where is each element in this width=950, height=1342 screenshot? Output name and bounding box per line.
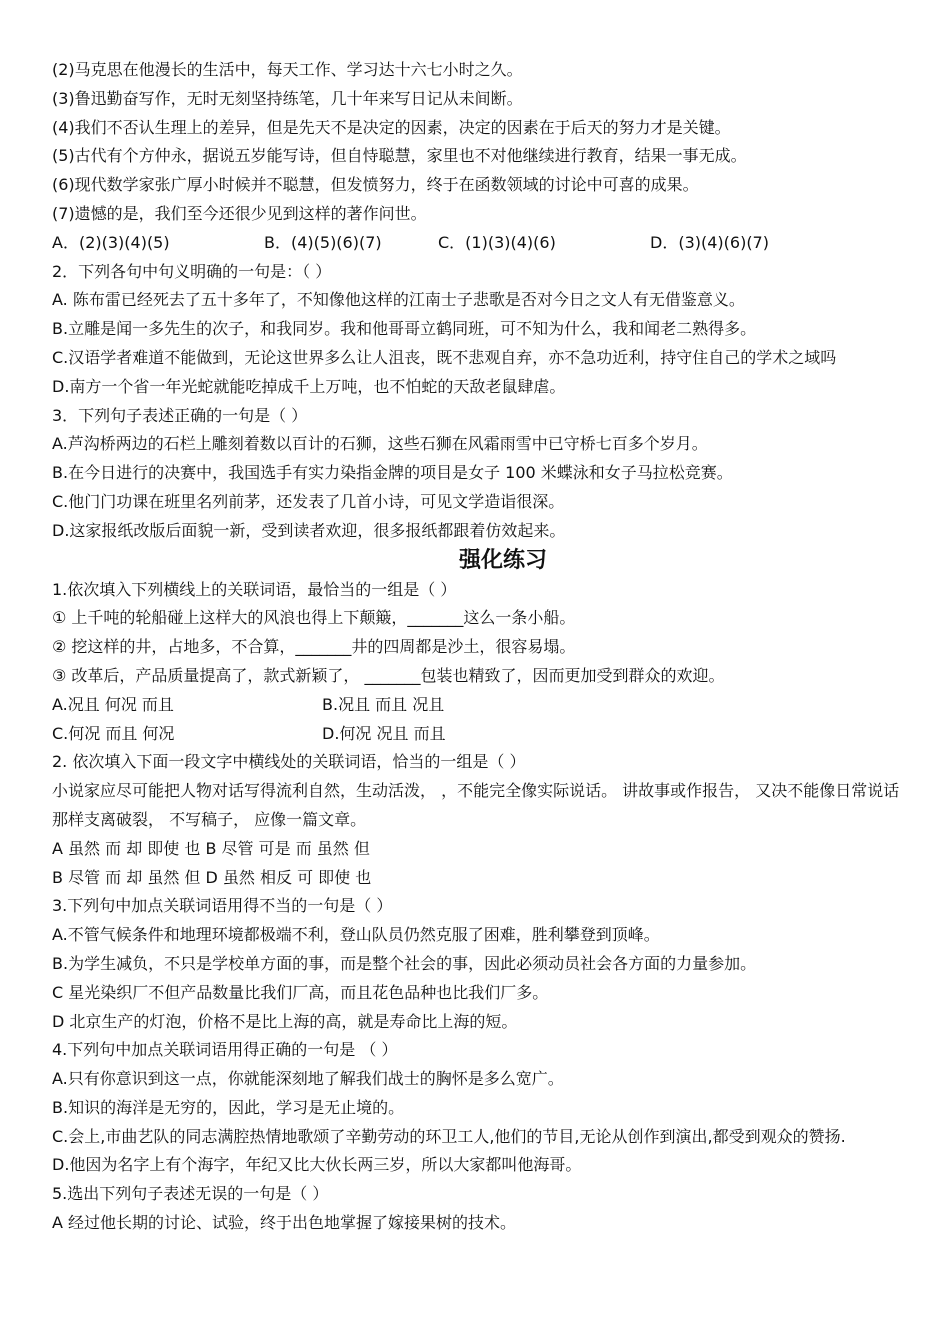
option-c: C.会上,市曲艺队的同志满腔热情地歌颂了辛勤劳动的环卫工人,他们的节目,无论从创作到演出,都受到观众的赞扬. [52,1126,846,1146]
option-b: B．(4)(5)(6)(7) [264,232,382,252]
practice-1 [52,576,914,749]
options-row: B 尽管 而 却 虽然 但 D 虽然 相反 可 即使 也 [52,867,372,887]
option-a: A.只有你意识到这一点，你就能深刻地了解我们战士的胸怀是多么宽广。 [52,1069,564,1089]
option-c: C.汉语学者难道不能做到，无论这世界多么让人沮丧，既不悲观自弃，亦不急功近利，持守住自己的学术之域吗 [52,347,837,367]
options-row: A 虽然 而 却 即使 也 B 尽管 可是 而 虽然 但 [52,838,370,858]
option-b: B.立雕是闻一多先生的次子，和我同岁。我和他哥哥立鹤同班，可不知为什么，我和闻老二熟得多。 [52,319,757,339]
top-item-list [52,56,914,229]
practice-2 [52,748,914,892]
question-stem: 2．下列各句中句义明确的一句是：（ ） [52,261,332,281]
list-item: (2)马克思在他漫长的生活中，每天工作、学习达十六七小时之久。 [52,60,523,79]
practice-4 [52,1036,914,1180]
question-stem: 4.下列句中加点关联词语用得正确的一句是 （ ） [52,1040,398,1060]
list-item: (4)我们不否认生理上的差异，但是先天不是决定的因素，决定的因素在于后天的努力才是关键。 [52,117,731,137]
question-stem: 3．下列句子表述正确的一句是（ ） [52,405,308,425]
q1-options [52,229,914,258]
option-d: D.南方一个省一年光蛇就能吃掉成千上万吨，也不怕蛇的天敌老鼠肆虐。 [52,376,566,396]
option-d: D.他因为名字上有个海字，年纪又比大伙长两三岁，所以大家都叫他海哥。 [52,1155,582,1175]
option-a: A.芦沟桥两边的石栏上雕刻着数以百计的石狮，这些石狮在风霜雨雪中已守桥七百多个岁月。 [52,434,708,454]
question-stem: 1.依次填入下列横线上的关联词语，最恰当的一组是（ ） [52,579,457,599]
passage: 小说家应尽可能把人物对话写得流利自然，生动活泼， ，不能完全像实际说话。 讲故事或作报告， 又决不能像日常说话那样支离破裂， 不写稿子， 应像一篇文章。 [52,781,900,829]
option-d: D 北京生产的灯泡，价格不是比上海的高，就是寿命比上海的短。 [52,1011,518,1031]
option-b: B.知识的海洋是无穷的，因此，学习是无止境的。 [52,1097,405,1117]
option-d: D．(3)(4)(6)(7) [650,232,769,252]
list-item: (5)古代有个方仲永，据说五岁能写诗，但自恃聪慧，家里也不对他继续进行教育，结果一事无成。 [52,146,747,166]
option-a: A. 陈布雷已经死去了五十多年了，不知像他这样的江南士子悲歌是否对今日之文人有无借鉴意义。 [52,290,745,310]
options-row [52,720,914,749]
question-2 [52,258,914,402]
question-3 [52,402,914,546]
option-a: A.况且 何况 而且 [52,694,174,714]
option-c: C.他门门功课在班里名列前茅，还发表了几首小诗，可见文学造诣很深。 [52,491,565,511]
list-item: (6)现代数学家张广厚小时候并不聪慧，但发愤努力，终于在函数领域的讨论中可喜的成果。 [52,175,699,195]
sentence-3: ③ 改革后，产品质量提高了，款式新颖了， _______包装也精致了，因而更加受到群众的欢迎。 [52,665,725,685]
options-row [52,691,914,720]
sentence-2: ② 挖这样的井，占地多，不合算，_______井的四周都是沙土，很容易塌。 [52,637,576,657]
option-b: B.况且 而且 况且 [322,694,445,714]
option-d: D.这家报纸改版后面貌一新，受到读者欢迎，很多报纸都跟着仿效起来。 [52,520,566,540]
question-stem: 2. 依次填入下面一段文字中横线处的关联词语，恰当的一组是（ ） [52,752,526,772]
option-b: B.在今日进行的决赛中，我国选手有实力染指金牌的项目是女子 100 米蝶泳和女子马拉松竞赛。 [52,463,733,483]
sentence-1: ① 上千吨的轮船碰上这样大的风浪也得上下颠簸，_______这么一条小船。 [52,608,576,628]
option-b: B.为学生减负，不只是学校单方面的事，而是整个社会的事，因此必须动员社会各方面的力量参加。 [52,953,757,973]
option-d: D.何况 况且 而且 [322,723,446,743]
practice-5 [52,1180,914,1238]
question-stem: 3.下列句中加点关联词语用得不当的一句是（ ） [52,896,393,916]
question-stem: 5.选出下列句子表述无误的一句是（ ） [52,1184,329,1204]
option-c: C 星光染织厂不但产品数量比我们厂高，而且花色品种也比我们厂多。 [52,982,549,1002]
option-c: C．(1)(3)(4)(6) [438,232,556,252]
worksheet-page [52,56,914,1238]
list-item: (3)鲁迅勤奋写作，无时无刻坚持练笔，几十年来写日记从未间断。 [52,88,523,108]
option-a: A 经过他长期的讨论、试验，终于出色地掌握了嫁接果树的技术。 [52,1213,517,1233]
practice-3 [52,892,914,1036]
option-c: C.何况 而且 何况 [52,723,175,743]
list-item: (7)遗憾的是，我们至今还很少见到这样的著作问世。 [52,203,427,223]
option-a: A．(2)(3)(4)(5) [52,232,170,252]
section-title: 强化练习 [458,547,547,573]
option-a: A.不管气候条件和地理环境都极端不利，登山队员仍然克服了困难，胜利攀登到顶峰。 [52,925,660,945]
